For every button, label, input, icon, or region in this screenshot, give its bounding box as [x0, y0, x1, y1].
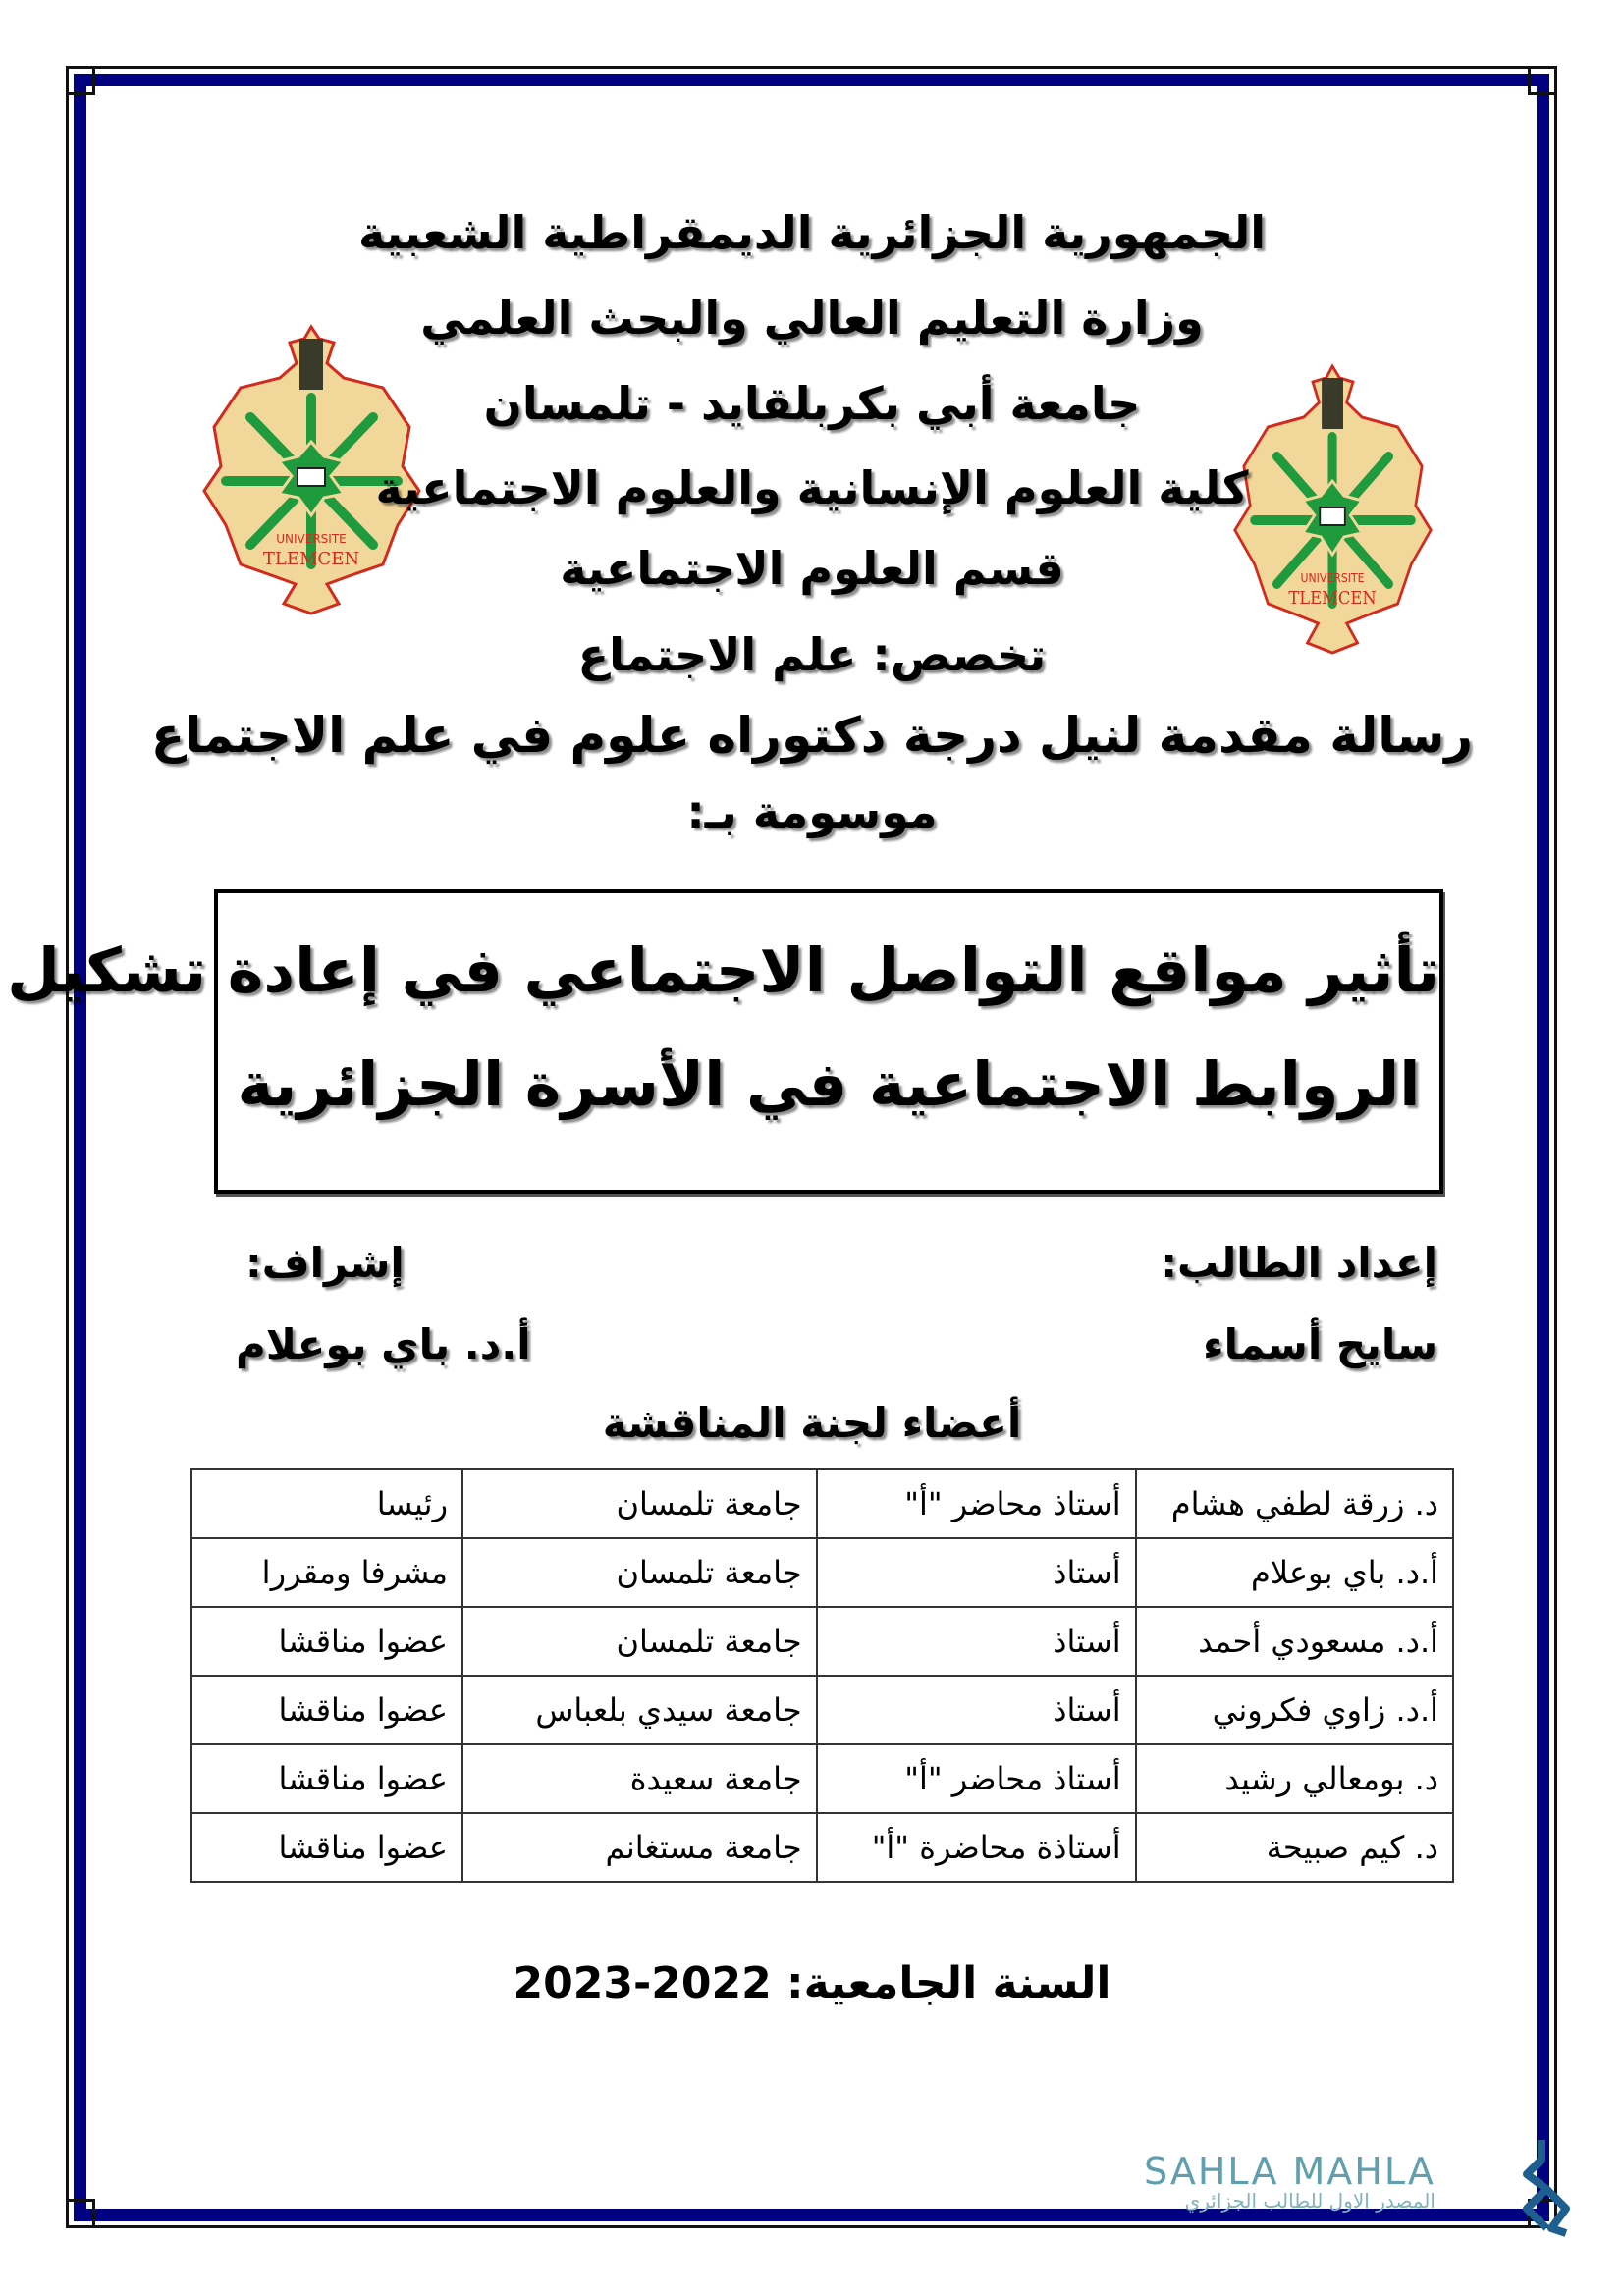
jury-rank: أستاذ [817, 1607, 1136, 1676]
jury-name: أ.د. باي بوعلام [1136, 1538, 1453, 1607]
table-row [191, 1469, 1453, 1538]
thesis-title-box [7, 889, 1443, 1194]
student-label: إعداد الطالب: [1161, 1239, 1437, 1287]
jury-role: عضوا مناقشا [191, 1813, 462, 1882]
table-row [191, 1607, 1453, 1676]
degree-heading: رسالة مقدمة لنيل درجة دكتوراه علوم في علم الاجتماع [150, 707, 1474, 764]
jury-university: جامعة سعيدة [462, 1744, 817, 1813]
svg-text:TLEMCEN: TLEMCEN [1288, 588, 1377, 610]
svg-text:UNIVERSITE: UNIVERSITE [1300, 570, 1365, 586]
table-row [191, 1744, 1453, 1813]
thesis-title-line-1: تأثير مواقع التواصل الاجتماعي في إعادة تشكيل [7, 934, 1439, 1006]
jury-rank: أستاذ محاضر "أ" [817, 1744, 1136, 1813]
student-name: سايح أسماء [1203, 1320, 1437, 1368]
jury-name: أ.د. مسعودي أحمد [1136, 1607, 1453, 1676]
jury-rank: أستاذ [817, 1538, 1136, 1607]
supervisor-label: إشراف: [245, 1239, 405, 1287]
border-corner-bl [66, 2199, 95, 2228]
jury-rank: أستاذة محاضرة "أ" [817, 1813, 1136, 1882]
jury-role: رئيسا [191, 1469, 462, 1538]
svg-text:UNIVERSITE: UNIVERSITE [276, 532, 347, 546]
jury-role: مشرفا ومقررا [191, 1538, 462, 1607]
jury-title: أعضاء لجنة المناقشة [602, 1399, 1022, 1447]
jury-university: جامعة تلمسان [462, 1469, 817, 1538]
jury-name: د. كيم صبيحة [1136, 1813, 1453, 1882]
jury-role: عضوا مناقشا [191, 1676, 462, 1744]
watermark-brand: SAHLA MAHLA [1144, 2150, 1435, 2193]
jury-rank: أستاذ [817, 1676, 1136, 1744]
supervisor-name: أ.د. باي بوعلام [236, 1320, 531, 1368]
jury-name: د. بومعالي رشيد [1136, 1744, 1453, 1813]
jury-university: جامعة مستغانم [462, 1813, 817, 1882]
department-heading: قسم العلوم الاجتماعية [560, 542, 1064, 595]
table-row [191, 1676, 1453, 1744]
jury-name: أ.د. زاوي فكروني [1136, 1676, 1453, 1744]
university-heading: جامعة أبي بكربلقايد - تلمسان [483, 377, 1141, 430]
jury-rank: أستاذ محاضر "أ" [817, 1469, 1136, 1538]
jury-university: جامعة تلمسان [462, 1538, 817, 1607]
border-corner-tr [1528, 66, 1557, 95]
specialty-heading: تخصص: علم الاجتماع [577, 628, 1047, 681]
jury-university: جامعة تلمسان [462, 1607, 817, 1676]
table-row [191, 1813, 1453, 1882]
faculty-heading: كلية العلوم الإنسانية والعلوم الاجتماعية [375, 461, 1249, 514]
watermark-tagline: المصدر الاول للطالب الجزائري [1184, 2189, 1435, 2213]
jury-role: عضوا مناقشا [191, 1744, 462, 1813]
republic-heading: الجمهورية الجزائرية الديمقراطية الشعبية [357, 206, 1267, 259]
jury-table [190, 1468, 1454, 1883]
ministry-heading: وزارة التعليم العالي والبحث العلمي [420, 292, 1204, 345]
thesis-title-line-2: الروابط الاجتماعية في الأسرة الجزائرية [237, 1048, 1421, 1120]
table-row [191, 1538, 1453, 1607]
jury-role: عضوا مناقشا [191, 1607, 462, 1676]
sahla-mahla-watermark [1144, 2150, 1435, 2213]
sahla-mahla-logo-icon [1512, 2130, 1581, 2243]
titled-label: موسومة بـ: [686, 785, 938, 838]
academic-year: السنة الجامعية: 2022-2023 [513, 1958, 1111, 2008]
border-corner-tl [66, 66, 95, 95]
jury-name: د. زرقة لطفي هشام [1136, 1469, 1453, 1538]
svg-text:TLEMCEN: TLEMCEN [262, 549, 360, 569]
jury-university: جامعة سيدي بلعباس [462, 1676, 817, 1744]
